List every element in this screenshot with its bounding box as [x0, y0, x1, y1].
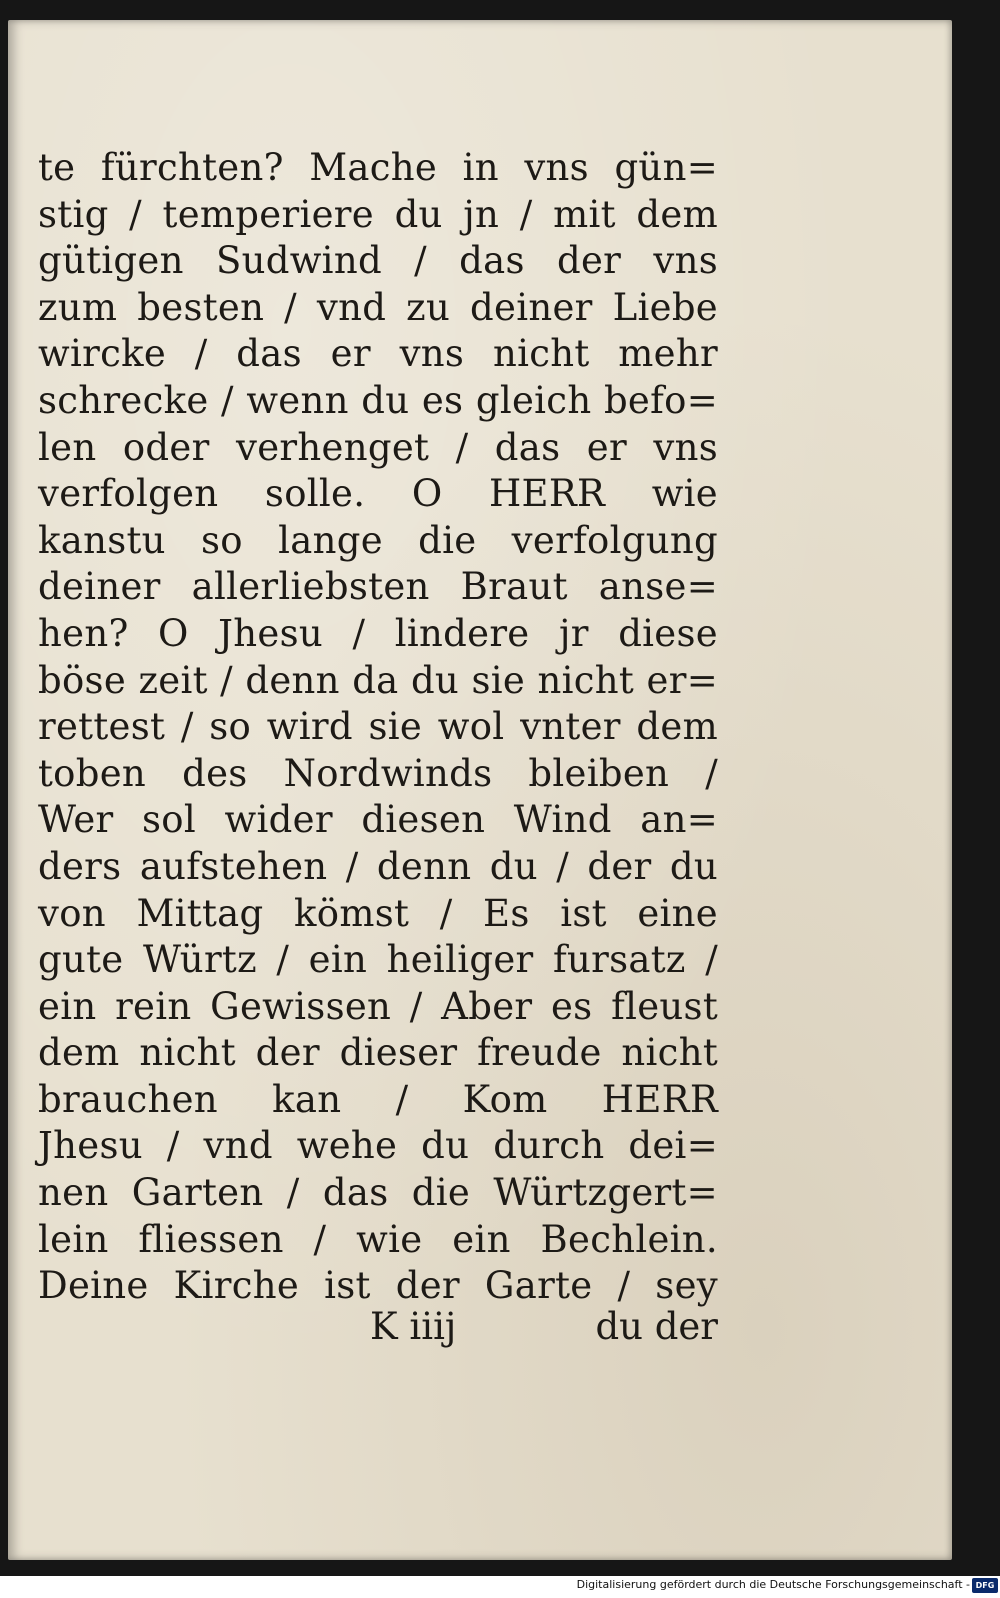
signature-mark: K iiij [370, 1305, 457, 1348]
text-line: Deine Kirche ist der Garte / sey [38, 1264, 718, 1308]
text-line: te fürchten? Mache in vns gün= [38, 146, 718, 189]
text-line: böse zeit / denn da du sie nicht er= [38, 658, 718, 702]
text-line: gute Würtz / ein heiliger fursatz / [38, 938, 718, 982]
text-line: ders aufstehen / denn du / der du [38, 844, 718, 888]
text-line: nen Garten / das die Würtzgert= [38, 1171, 718, 1215]
digitization-footer [0, 1576, 1000, 1598]
text-line: deiner allerliebsten Braut anse= [38, 565, 718, 609]
text-line: von Mittag kömst / Es ist eine [38, 891, 718, 935]
catchword: du der [595, 1305, 718, 1348]
text-line: brauchen kan / Kom HERR [38, 1077, 718, 1121]
text-line: kanstu so lange die verfolgung [38, 518, 718, 562]
text-line: dem nicht der dieser freude nicht [38, 1031, 718, 1075]
text-line: zum besten / vnd zu deiner Liebe [38, 285, 718, 329]
text-line: rettest / so wird sie wol vnter dem [38, 705, 718, 749]
text-line: Jhesu / vnd wehe du durch dei= [38, 1124, 718, 1168]
funding-credit: Digitalisierung gefördert durch die Deutsche Forschungsgemeinschaft - [576, 1578, 970, 1591]
text-line: ein rein Gewissen / Aber es fleust [38, 984, 718, 1028]
text-line: schrecke / wenn du es gleich befo= [38, 378, 718, 422]
book-page [8, 20, 952, 1560]
page-foot [38, 1305, 718, 1355]
page-text-block [38, 145, 718, 1310]
text-line: len oder verhenget / das er vns [38, 425, 718, 469]
dfg-logo: DFG [972, 1578, 998, 1593]
text-line: verfolgen solle. O HERR wie [38, 472, 718, 516]
text-line: stig / temperiere du jn / mit dem [38, 192, 718, 236]
text-line: gütigen Sudwind / das der vns [38, 239, 718, 283]
text-line: hen? O Jhesu / lindere jr diese [38, 611, 718, 655]
text-line: Wer sol wider diesen Wind an= [38, 798, 718, 842]
text-line: wircke / das er vns nicht mehr [38, 332, 718, 376]
text-line: lein fliessen / wie ein Bechlein. [38, 1217, 718, 1261]
text-line: toben des Nordwinds bleiben / [38, 751, 718, 795]
